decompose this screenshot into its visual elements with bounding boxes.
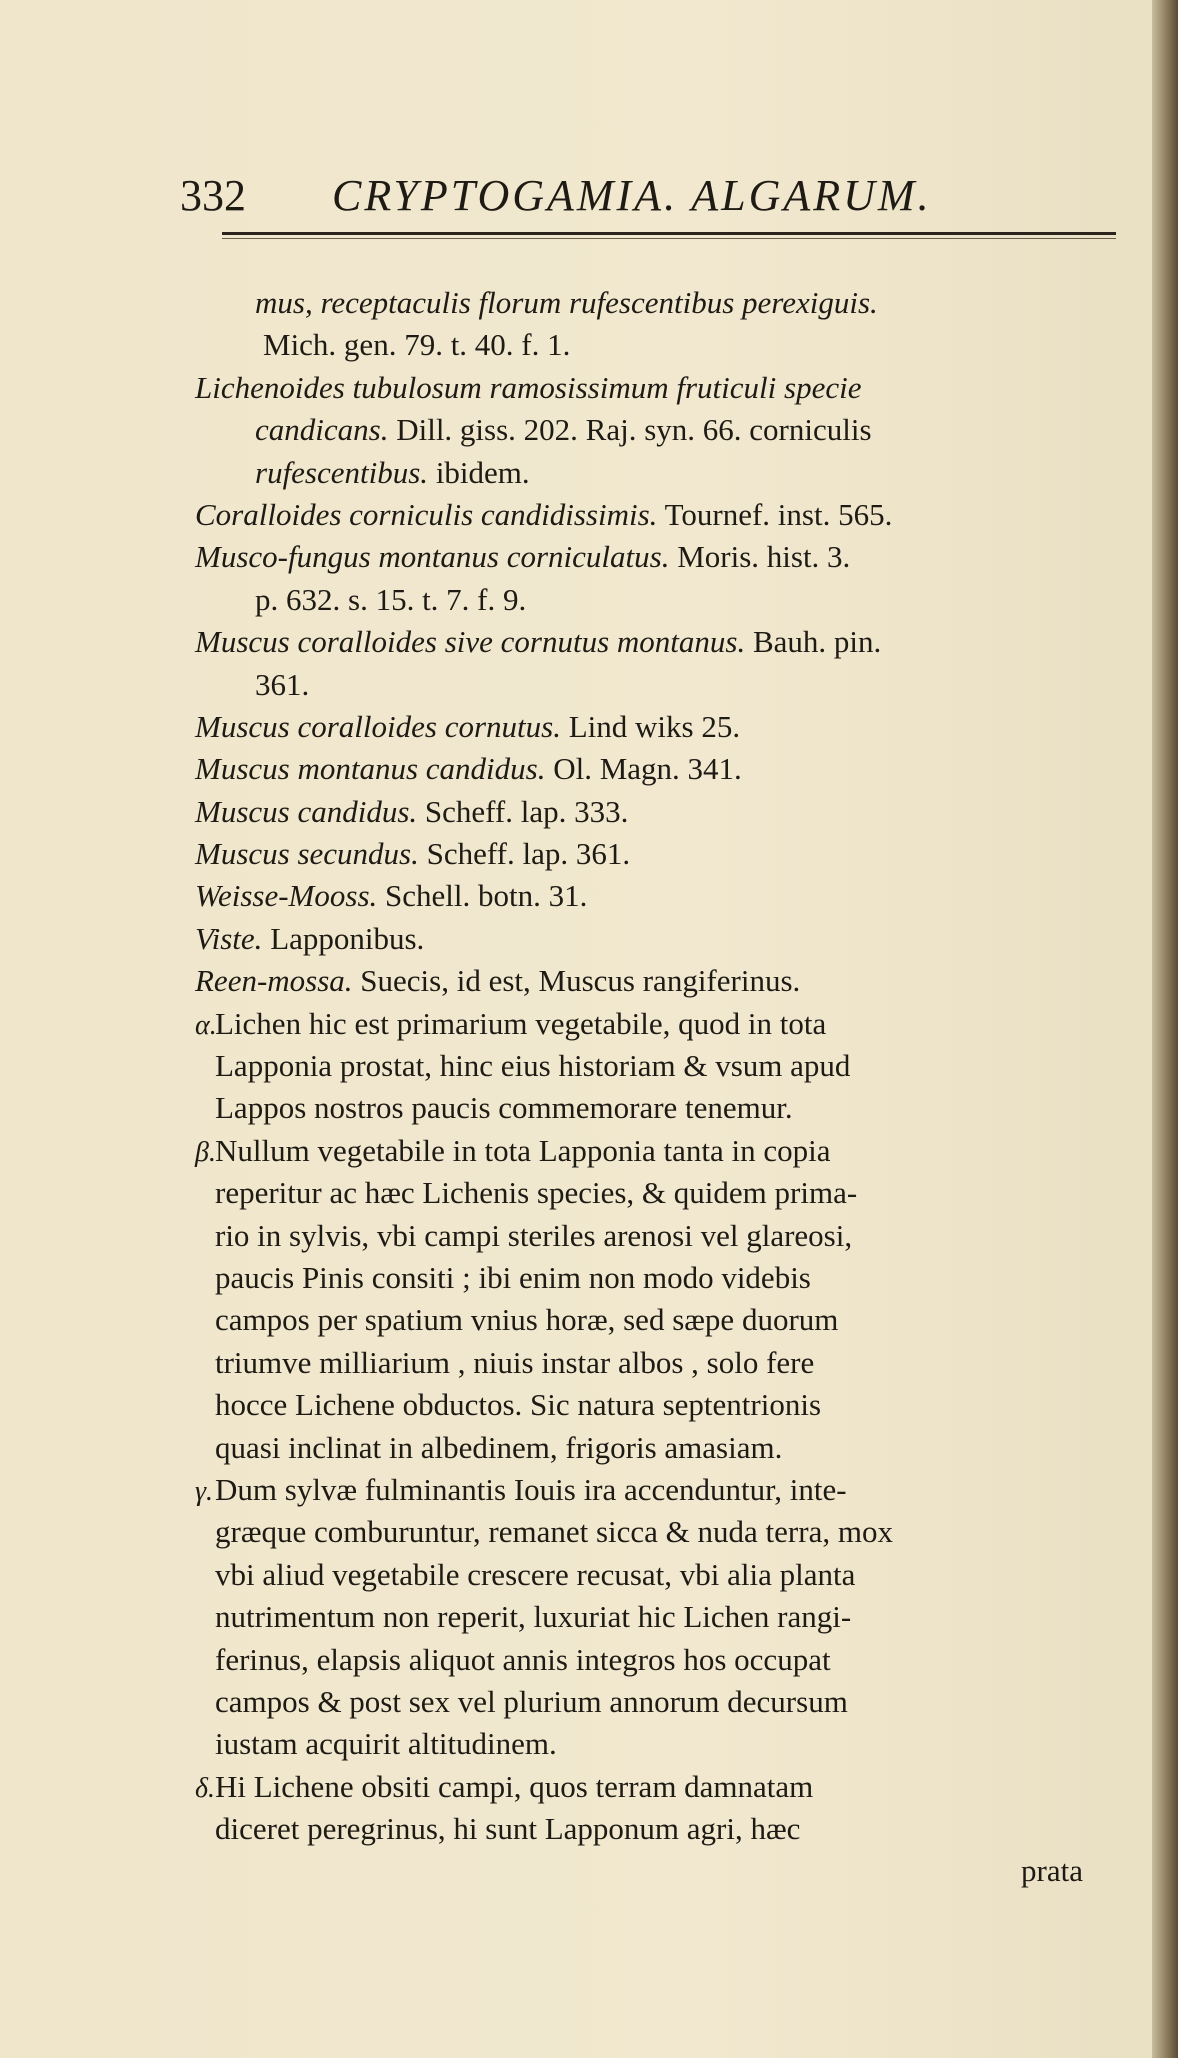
paragraph-marker: γ. — [195, 1475, 214, 1507]
synonym-line — [195, 282, 1095, 324]
synonym-line — [195, 960, 1095, 1002]
paragraph-line — [195, 1257, 1095, 1299]
synonym-reference: Dill. giss. 202. Raj. syn. 66. corniculis — [388, 412, 872, 448]
paragraph-text: Lichen hic est primarium vegetabile, quod in tota — [215, 1005, 827, 1041]
paragraph-text: triumve milliarium , niuis instar albos , solo fere — [215, 1344, 815, 1380]
paragraph-line — [195, 1172, 1095, 1214]
paragraph-line — [195, 1723, 1095, 1765]
paragraph-line — [195, 1299, 1095, 1341]
paragraph-text: paucis Pinis consiti ; ibi enim non modo videbis — [215, 1259, 811, 1295]
paragraph-text: quasi inclinat in albedinem, frigoris amasiam. — [215, 1429, 783, 1465]
book-spine-shadow — [1152, 0, 1178, 2058]
synonym-line — [195, 367, 1095, 409]
synonym-line — [195, 791, 1095, 833]
catchword: prata — [1021, 1853, 1083, 1889]
synonym-name: mus, receptaculis florum rufescentibus perexiguis. — [255, 285, 878, 320]
header-rule-thin — [222, 238, 1116, 239]
synonym-reference: Ol. Magn. 341. — [545, 751, 742, 787]
synonym-reference: Bauh. pin. — [745, 624, 882, 660]
synonym-name: Coralloides corniculis candidissimis. — [195, 496, 658, 532]
page-number: 332 — [180, 171, 246, 220]
paragraph-text: vbi aliud vegetabile crescere recusat, vbi alia planta — [215, 1556, 856, 1592]
synonym-reference: Mich. gen. 79. t. 40. f. 1. — [263, 327, 571, 363]
paragraph-line — [195, 1596, 1095, 1638]
paragraph-line — [195, 1554, 1095, 1596]
synonym-reference: 361. — [255, 666, 310, 702]
synonym-reference: Lapponibus. — [262, 920, 425, 956]
body-text — [195, 282, 1095, 1893]
header-rule — [222, 232, 1116, 235]
running-title: CRYPTOGAMIA. ALGARUM. — [332, 171, 932, 220]
paragraph-marker: α. — [195, 1009, 217, 1041]
paragraph-text: iustam acquirit altitudinem. — [215, 1726, 557, 1762]
synonym-name: Weisse-Mooss. — [195, 878, 378, 914]
paragraph-text: diceret peregrinus, hi sunt Lapponum agri, hæc — [215, 1811, 801, 1847]
synonym-reference: Suecis, id est, Muscus rangiferinus. — [352, 963, 801, 999]
paragraph-text: campos & post sex vel plurium annorum decursum — [215, 1683, 848, 1719]
synonym-name: Muscus coralloides cornutus. — [195, 708, 561, 744]
synonym-line — [195, 918, 1095, 960]
synonym-reference: Moris. hist. 3. — [669, 539, 851, 575]
synonym-line — [195, 875, 1095, 917]
paragraph-line — [195, 1427, 1095, 1469]
synonym-line — [195, 536, 1095, 578]
paragraph-line — [195, 1639, 1095, 1681]
paragraph-line — [195, 1087, 1095, 1129]
paragraph-line — [195, 1681, 1095, 1723]
synonym-name: Muscus montanus candidus. — [195, 751, 546, 787]
paragraph-line — [195, 1342, 1095, 1384]
synonym-name: Muscus coralloides sive cornutus montanus. — [195, 624, 746, 660]
paragraph-line — [195, 1003, 1095, 1045]
synonym-line — [195, 706, 1095, 748]
paragraph-text: hocce Lichene obductos. Sic natura septentrionis — [215, 1387, 822, 1423]
page-header — [180, 160, 1080, 230]
paragraph-text: Hi Lichene obsiti campi, quos terram damnatam — [215, 1768, 814, 1804]
synonym-line — [195, 748, 1095, 790]
synonym-name: rufescentibus. — [255, 454, 429, 490]
paragraph-line — [195, 1215, 1095, 1257]
synonym-name: Lichenoides tubulosum ramosissimum fruticuli specie — [195, 369, 862, 405]
synonym-line — [195, 621, 1095, 663]
synonym-line — [195, 409, 1095, 451]
paragraph-text: nutrimentum non reperit, luxuriat hic Lichen rangi- — [215, 1599, 852, 1635]
synonym-reference: ibidem. — [428, 454, 530, 490]
synonym-line — [195, 494, 1095, 536]
synonym-reference: Schell. botn. 31. — [377, 878, 588, 914]
paragraph-line — [195, 1045, 1095, 1087]
synonym-line — [195, 452, 1095, 494]
paragraph-text: Lappos nostros paucis commemorare tenemur. — [215, 1090, 793, 1126]
synonym-name: Muscus candidus. — [195, 793, 418, 829]
paragraph-line — [195, 1384, 1095, 1426]
paragraph-line — [195, 1766, 1095, 1808]
synonym-reference: Scheff. lap. 361. — [418, 836, 631, 872]
paragraph-text: græque comburuntur, remanet sicca & nuda terra, mox — [215, 1514, 893, 1550]
synonym-name: Musco-fungus montanus corniculatus. — [195, 539, 670, 575]
paragraph-line — [195, 1511, 1095, 1553]
paragraph-line — [195, 1469, 1095, 1511]
synonym-name: Muscus secundus. — [195, 836, 419, 872]
synonym-name: candicans. — [255, 412, 389, 448]
paragraph-text: ferinus, elapsis aliquot annis integros hos occupat — [215, 1641, 831, 1677]
synonym-line — [195, 324, 1095, 366]
paragraph-text: Nullum vegetabile in tota Lapponia tanta in copia — [215, 1132, 831, 1168]
synonym-reference: Scheff. lap. 333. — [417, 793, 629, 829]
synonym-line — [195, 833, 1095, 875]
synonym-line — [195, 579, 1095, 621]
paragraph-text: Lapponia prostat, hinc eius historiam & vsum apud — [215, 1048, 851, 1084]
paragraph-text: campos per spatium vnius horæ, sed sæpe duorum — [215, 1302, 839, 1338]
paragraph-marker: β. — [195, 1136, 216, 1168]
synonym-line — [195, 664, 1095, 706]
synonym-name: Reen-mossa. — [195, 963, 353, 999]
paragraph-line — [195, 1808, 1095, 1850]
paragraph-marker: δ. — [195, 1772, 216, 1804]
synonym-reference: p. 632. s. 15. t. 7. f. 9. — [255, 581, 527, 617]
synonym-reference: Tournef. inst. 565. — [657, 496, 893, 532]
paragraph-text: rio in sylvis, vbi campi steriles arenosi vel glareosi, — [215, 1217, 853, 1253]
synonym-reference: Lind wiks 25. — [560, 708, 741, 744]
synonym-name: Viste. — [195, 920, 263, 956]
paragraph-text: reperitur ac hæc Lichenis species, & quidem prima- — [215, 1175, 858, 1211]
paragraph-text: Dum sylvæ fulminantis Iouis ira accenduntur, inte- — [215, 1471, 847, 1507]
paragraph-line — [195, 1130, 1095, 1172]
